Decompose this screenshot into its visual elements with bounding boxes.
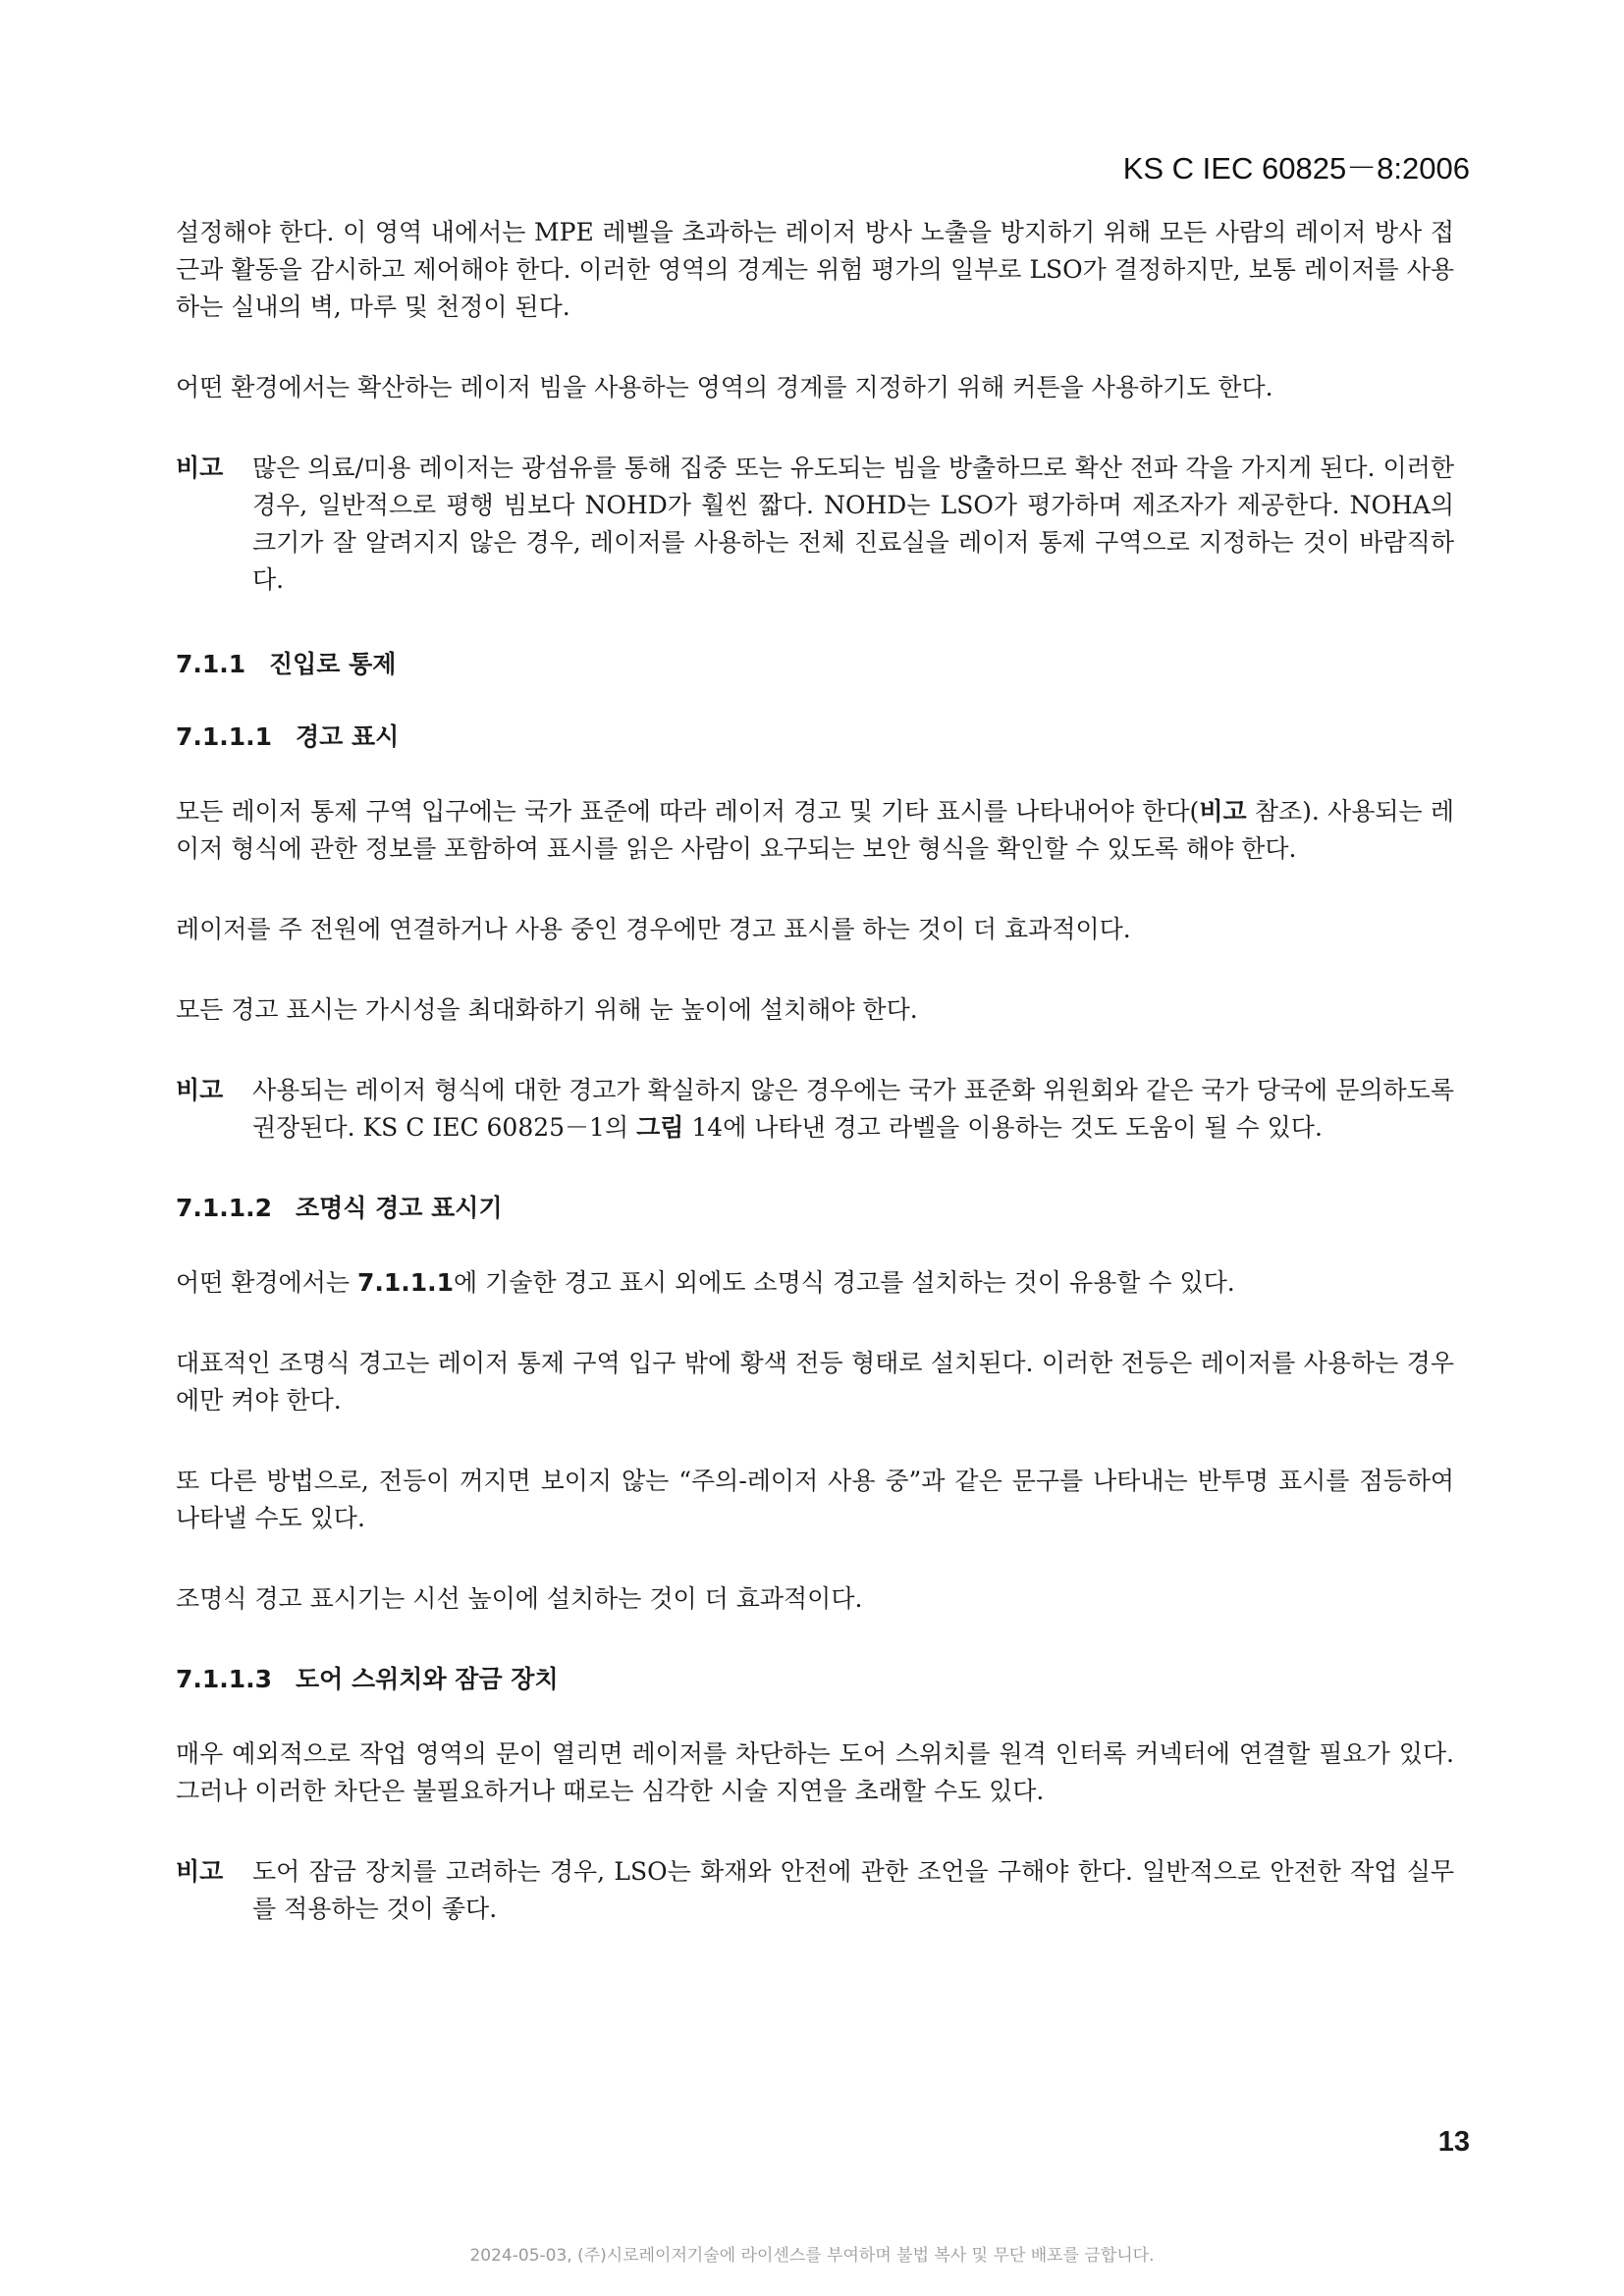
text-run: 참조). 사용되는 레이저 형식에 관한 정보를 포함하여 표시를 읽은 사람이 요구되는 보안 형식을 확인할 수 있도록 해야 한다.	[176, 797, 1455, 863]
text-run: 모든 레이저 통제 구역 입구에는 국가 표준에 따라 레이저 경고 및 기타 표시를 나타내어야 한다(	[176, 797, 1200, 826]
figure-reference: 그림	[636, 1113, 684, 1142]
section-title: 조명식 경고 표시기	[296, 1194, 503, 1222]
paragraph	[176, 1264, 1454, 1302]
section-heading-7-1-1-3	[176, 1661, 1454, 1698]
note-text: 많은 의료/미용 레이저는 광섬유를 통해 집중 또는 유도되는 빔을 방출하므로 확산 전파 각을 가지게 된다. 이러한 경우, 일반적으로 평행 빔보다 NOHD가 훨씬 짧다. NOHD는 LSO가 평가하며 제조자가 제공한다. NOHA의 크기가 잘 알려지지 않은 경우, 레이저를 사용하는 전체 진료실을 레이저 통제 구역으로 지정하는 것이 바람직하다.	[252, 454, 1454, 594]
note-block	[176, 1072, 1454, 1147]
document-id-header: KS C IEC 60825－8:2006	[1122, 151, 1470, 186]
section-title: 진입로 통제	[269, 650, 397, 678]
text-run: 14에 나타낸 경고 라벨을 이용하는 것도 도움이 될 수 있다.	[683, 1113, 1323, 1142]
text-run: 어떤 환경에서는	[176, 1268, 357, 1297]
section-reference: 7.1.1.1	[356, 1268, 455, 1297]
note-label: 비고	[176, 454, 224, 482]
license-footer: 2024-05-03, (주)시로레이저기술에 라이센스를 부여하며 불법 복사 및 무단 배포를 금합니다.	[469, 2246, 1155, 2266]
paragraph: 어떤 환경에서는 확산하는 레이저 빔을 사용하는 영역의 경계를 지정하기 위해 커튼을 사용하기도 한다.	[176, 373, 1273, 401]
note-label: 비고	[176, 1076, 224, 1104]
paragraph	[176, 793, 1454, 868]
note-label: 비고	[176, 1857, 224, 1886]
section-heading-7-1-1	[176, 646, 1454, 683]
paragraph: 모든 경고 표시는 가시성을 최대화하기 위해 눈 높이에 설치해야 한다.	[176, 995, 918, 1024]
text-run: 에 기술한 경고 표시 외에도 소명식 경고를 설치하는 것이 유용할 수 있다.	[454, 1268, 1235, 1297]
section-title: 도어 스위치와 잠금 장치	[296, 1665, 559, 1693]
paragraph: 조명식 경고 표시기는 시선 높이에 설치하는 것이 더 효과적이다.	[176, 1584, 863, 1613]
paragraph: 대표적인 조명식 경고는 레이저 통제 구역 입구 밖에 황색 전등 형태로 설치된다. 이러한 전등은 레이저를 사용하는 경우에만 켜야 한다.	[176, 1349, 1454, 1415]
note-text	[252, 1072, 1454, 1147]
note-text: 도어 잠금 장치를 고려하는 경우, LSO는 화재와 안전에 관한 조언을 구해야 한다. 일반적으로 안전한 작업 실무를 적용하는 것이 좋다.	[252, 1857, 1454, 1923]
paragraph: 매우 예외적으로 작업 영역의 문이 열리면 레이저를 차단하는 도어 스위치를 원격 인터록 커넥터에 연결할 필요가 있다. 그러나 이러한 차단은 불필요하거나 때로는 심각한 시술 지연을 초래할 수도 있다.	[176, 1739, 1454, 1805]
section-number: 7.1.1.2	[176, 1194, 273, 1222]
note-block	[176, 450, 1454, 599]
paragraph: 레이저를 주 전원에 연결하거나 사용 중인 경우에만 경고 표시를 하는 것이 더 효과적이다.	[176, 915, 1131, 943]
note-block	[176, 1853, 1454, 1928]
section-number: 7.1.1	[176, 650, 246, 678]
page-number: 13	[1437, 2126, 1470, 2158]
section-heading-7-1-1-1	[176, 719, 1454, 756]
page-content	[176, 214, 1454, 1971]
paragraph: 또 다른 방법으로, 전등이 꺼지면 보이지 않는 “주의-레이저 사용 중”과 같은 문구를 나타내는 반투명 표시를 점등하여 나타낼 수도 있다.	[176, 1467, 1454, 1532]
paragraph: 설정해야 한다. 이 영역 내에서는 MPE 레벨을 초과하는 레이저 방사 노출을 방지하기 위해 모든 사람의 레이저 방사 접근과 활동을 감시하고 제어해야 한다. 이러한 영역의 경계는 위험 평가의 일부로 LSO가 결정하지만, 보통 레이저를 사용하는 실내의 벽, 마루 및 천정이 된다.	[176, 218, 1454, 321]
section-heading-7-1-1-2	[176, 1190, 1454, 1227]
section-number: 7.1.1.3	[176, 1665, 273, 1693]
section-title: 경고 표시	[296, 722, 400, 751]
note-reference: 비고	[1199, 797, 1247, 826]
text-run: 사용되는 레이저 형식에 대한 경고가 확실하지 않은 경우에는 국가 표준화 위원회와 같은 국가 당국에 문의하도록 권장된다. KS C IEC 60825－1의	[252, 1076, 1454, 1142]
section-number: 7.1.1.1	[176, 722, 273, 751]
